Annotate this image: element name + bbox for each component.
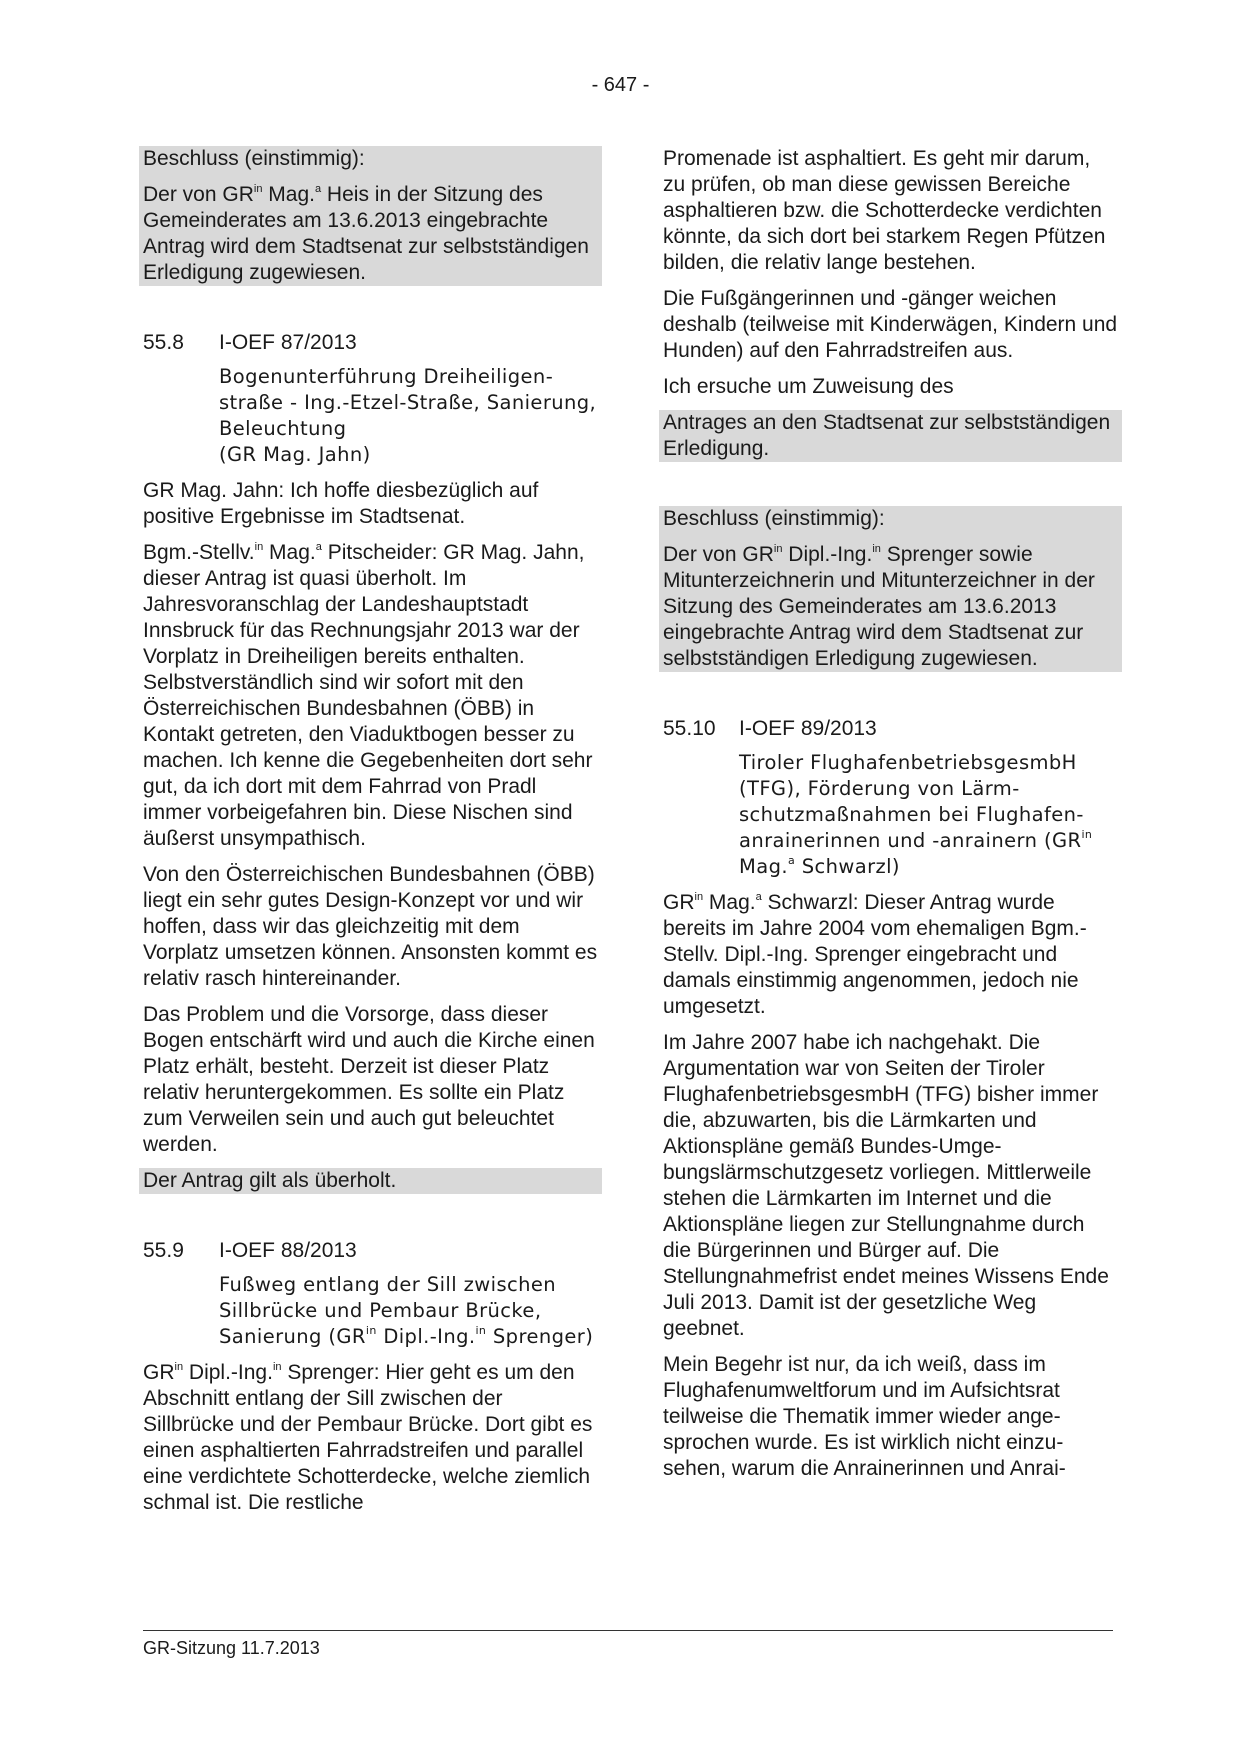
item-title: Fußweg entlang der Sill zwischen Sillbrücke und Pembaur Brücke, Sanierung ($GR^{in}$ Dipl.-Ing.$^{in}$ Sprenger) [219, 1273, 594, 1348]
item-code: I-OEF 87/2013 [219, 331, 357, 354]
decision-box [139, 146, 602, 286]
paragraph: $GR^{in}$ Dipl.-Ing.$^{in}$ Sprenger: Hier geht es um den Abschnitt entlang der Sill zwischen der Sillbrücke und der Pembaur Brücke. Dort gibt es einen asphaltierten Fahrradstreifen und parallel eine verdichtete Schotterdecke, welche ziemlich schmal ist. Die restliche [143, 1361, 593, 1514]
paragraph: Promenade ist asphaltiert. Es geht mir darum, zu prüfen, ob man diese gewissen Bereiche asphaltieren bzw. die Schotterdecke verdichten könnte, da sich dort bei starkem Regen Pfützen bilden, die relativ lange bestehen. [663, 147, 1106, 274]
item-title: Tiroler FlughafenbetriebsgesmbH (TFG), Förderung von Lärmschutzmaßnahmen bei Flughafenanrainerinnen und -anrainern ($GR^{in}$ Mag.$^a$ Schwarzl) [739, 751, 1093, 878]
item-number: 55.9 [143, 1239, 184, 1262]
request-text: Antrages an den Stadtsenat zur selbstständigen Erledigung. [663, 411, 1111, 460]
paragraph: Im Jahre 2007 habe ich nachgehakt. Die Argumentation war von Seiten der Tiroler FlughafenbetriebsgesmbH (TFG) bisher immer die, abzuwarten, bis die Lärmkarten und Aktionspläne gemäß Bundes-Umgebungslärmschutzgesetz vorliegen. Mittlerweile stehen die Lärmkarten im Internet und die Aktionspläne liegen zur Stellungnahme durch die Bürgerinnen und Bürger auf. Die Stellungnahmefrist endet meines Wissens Ende Juli 2013. Damit ist der gesetzliche Weg geebnet. [663, 1031, 1109, 1340]
page-number: - 647 - [591, 74, 650, 96]
paragraph: Die Fußgängerinnen und -gänger weichen deshalb (teilweise mit Kinderwägen, Kindern und Hunden) auf den Fahrradstreifen aus. [663, 287, 1118, 362]
decision-box [659, 506, 1122, 672]
paragraph: Bgm.-Stellv.$^{in}$ Mag.$^a$ Pitscheider: GR Mag. Jahn, dieser Antrag ist quasi überholt. Im Jahresvoranschlag der Landeshauptstadt Innsbruck für das Rechnungsjahr 2013 war der Vorplatz in Dreiheiligen bereits enthalten. Selbstverständlich sind wir sofort mit den Österreichischen Bundesbahnen (ÖBB) in Kontakt getreten, den Viaduktbogen besser zu machen. Ich kenne die Gegebenheiten dort sehr gut, da ich dort mit dem Fahrrad von Pradl immer vorbeigefahren bin. Diese Nischen sind äußerst unsympathisch. [143, 541, 593, 850]
item-code: I-OEF 89/2013 [739, 717, 877, 740]
right-column [663, 146, 1118, 1492]
item-code: I-OEF 88/2013 [219, 1239, 357, 1262]
decision-label: Beschluss (einstimmig): [143, 147, 365, 170]
paragraph: Mein Begehr ist nur, da ich weiß, dass im Flughafenumweltforum und im Aufsichtsrat teilweise die Thematik immer wieder angesprochen wurde. Es ist wirklich nicht einzusehen, warum die Anrainerinnen und Anrai- [663, 1353, 1066, 1480]
decision-label: Beschluss (einstimmig): [663, 507, 885, 530]
paragraph: Ich ersuche um Zuweisung des [663, 375, 954, 398]
footer-text: GR-Sitzung 11.7.2013 [143, 1638, 320, 1658]
item-title: Bogenunterführung Dreiheiligenstraße - Ing.-Etzel-Straße, Sanierung, Beleuchtung (GR Mag. Jahn) [219, 365, 597, 466]
paragraph: $GR^{in}$ Mag.$^a$ Schwarzl: Dieser Antrag wurde bereits im Jahre 2004 vom ehemaligen Bgm.-Stellv. Dipl.-Ing. Sprenger eingebracht und damals einstimmig angenommen, jedoch nie umgesetzt. [663, 891, 1087, 1018]
item-heading [143, 1238, 598, 1264]
paragraph: GR Mag. Jahn: Ich hoffe diesbezüglich auf positive Ergebnisse im Stadtsenat. [143, 479, 539, 528]
decision-text: Der von $GR^{in}$ Mag.$^a$ Heis in der Sitzung des Gemeinderates am 13.6.2013 eingebrachte Antrag wird dem Stadtsenat zur selbstständigen Erledigung zugewiesen. [143, 183, 589, 284]
request-box [659, 410, 1122, 462]
item-heading [663, 716, 1118, 742]
resolution-text: Der Antrag gilt als überholt. [143, 1169, 397, 1192]
item-number: 55.10 [663, 717, 716, 740]
item-number: 55.8 [143, 331, 184, 354]
paragraph: Das Problem und die Vorsorge, dass dieser Bogen entschärft wird und auch die Kirche einen Platz erhält, besteht. Derzeit ist dieser Platz relativ heruntergekommen. Es sollte ein Platz zum Verweilen sein und auch gut beleuchtet werden. [143, 1003, 595, 1156]
paragraph: Von den Österreichischen Bundesbahnen (ÖBB) liegt ein sehr gutes Design-Konzept vor und wir hoffen, dass wir das gleichzeitig mit dem Vorplatz umsetzen können. Ansonsten kommt es relativ rasch hintereinander. [143, 863, 598, 990]
footer [143, 1630, 1113, 1661]
resolution-box [139, 1168, 602, 1194]
item-heading [143, 330, 598, 356]
decision-text: Der von $GR^{in}$ Dipl.-Ing.$^{in}$ Sprenger sowie Mitunterzeichnerin und Mitunterzeichner in der Sitzung des Gemeinderates am 13.6.2013 eingebrachte Antrag wird dem Stadtsenat zur selbstständigen Erledigung zugewiesen. [663, 543, 1095, 670]
left-column [143, 146, 598, 1526]
